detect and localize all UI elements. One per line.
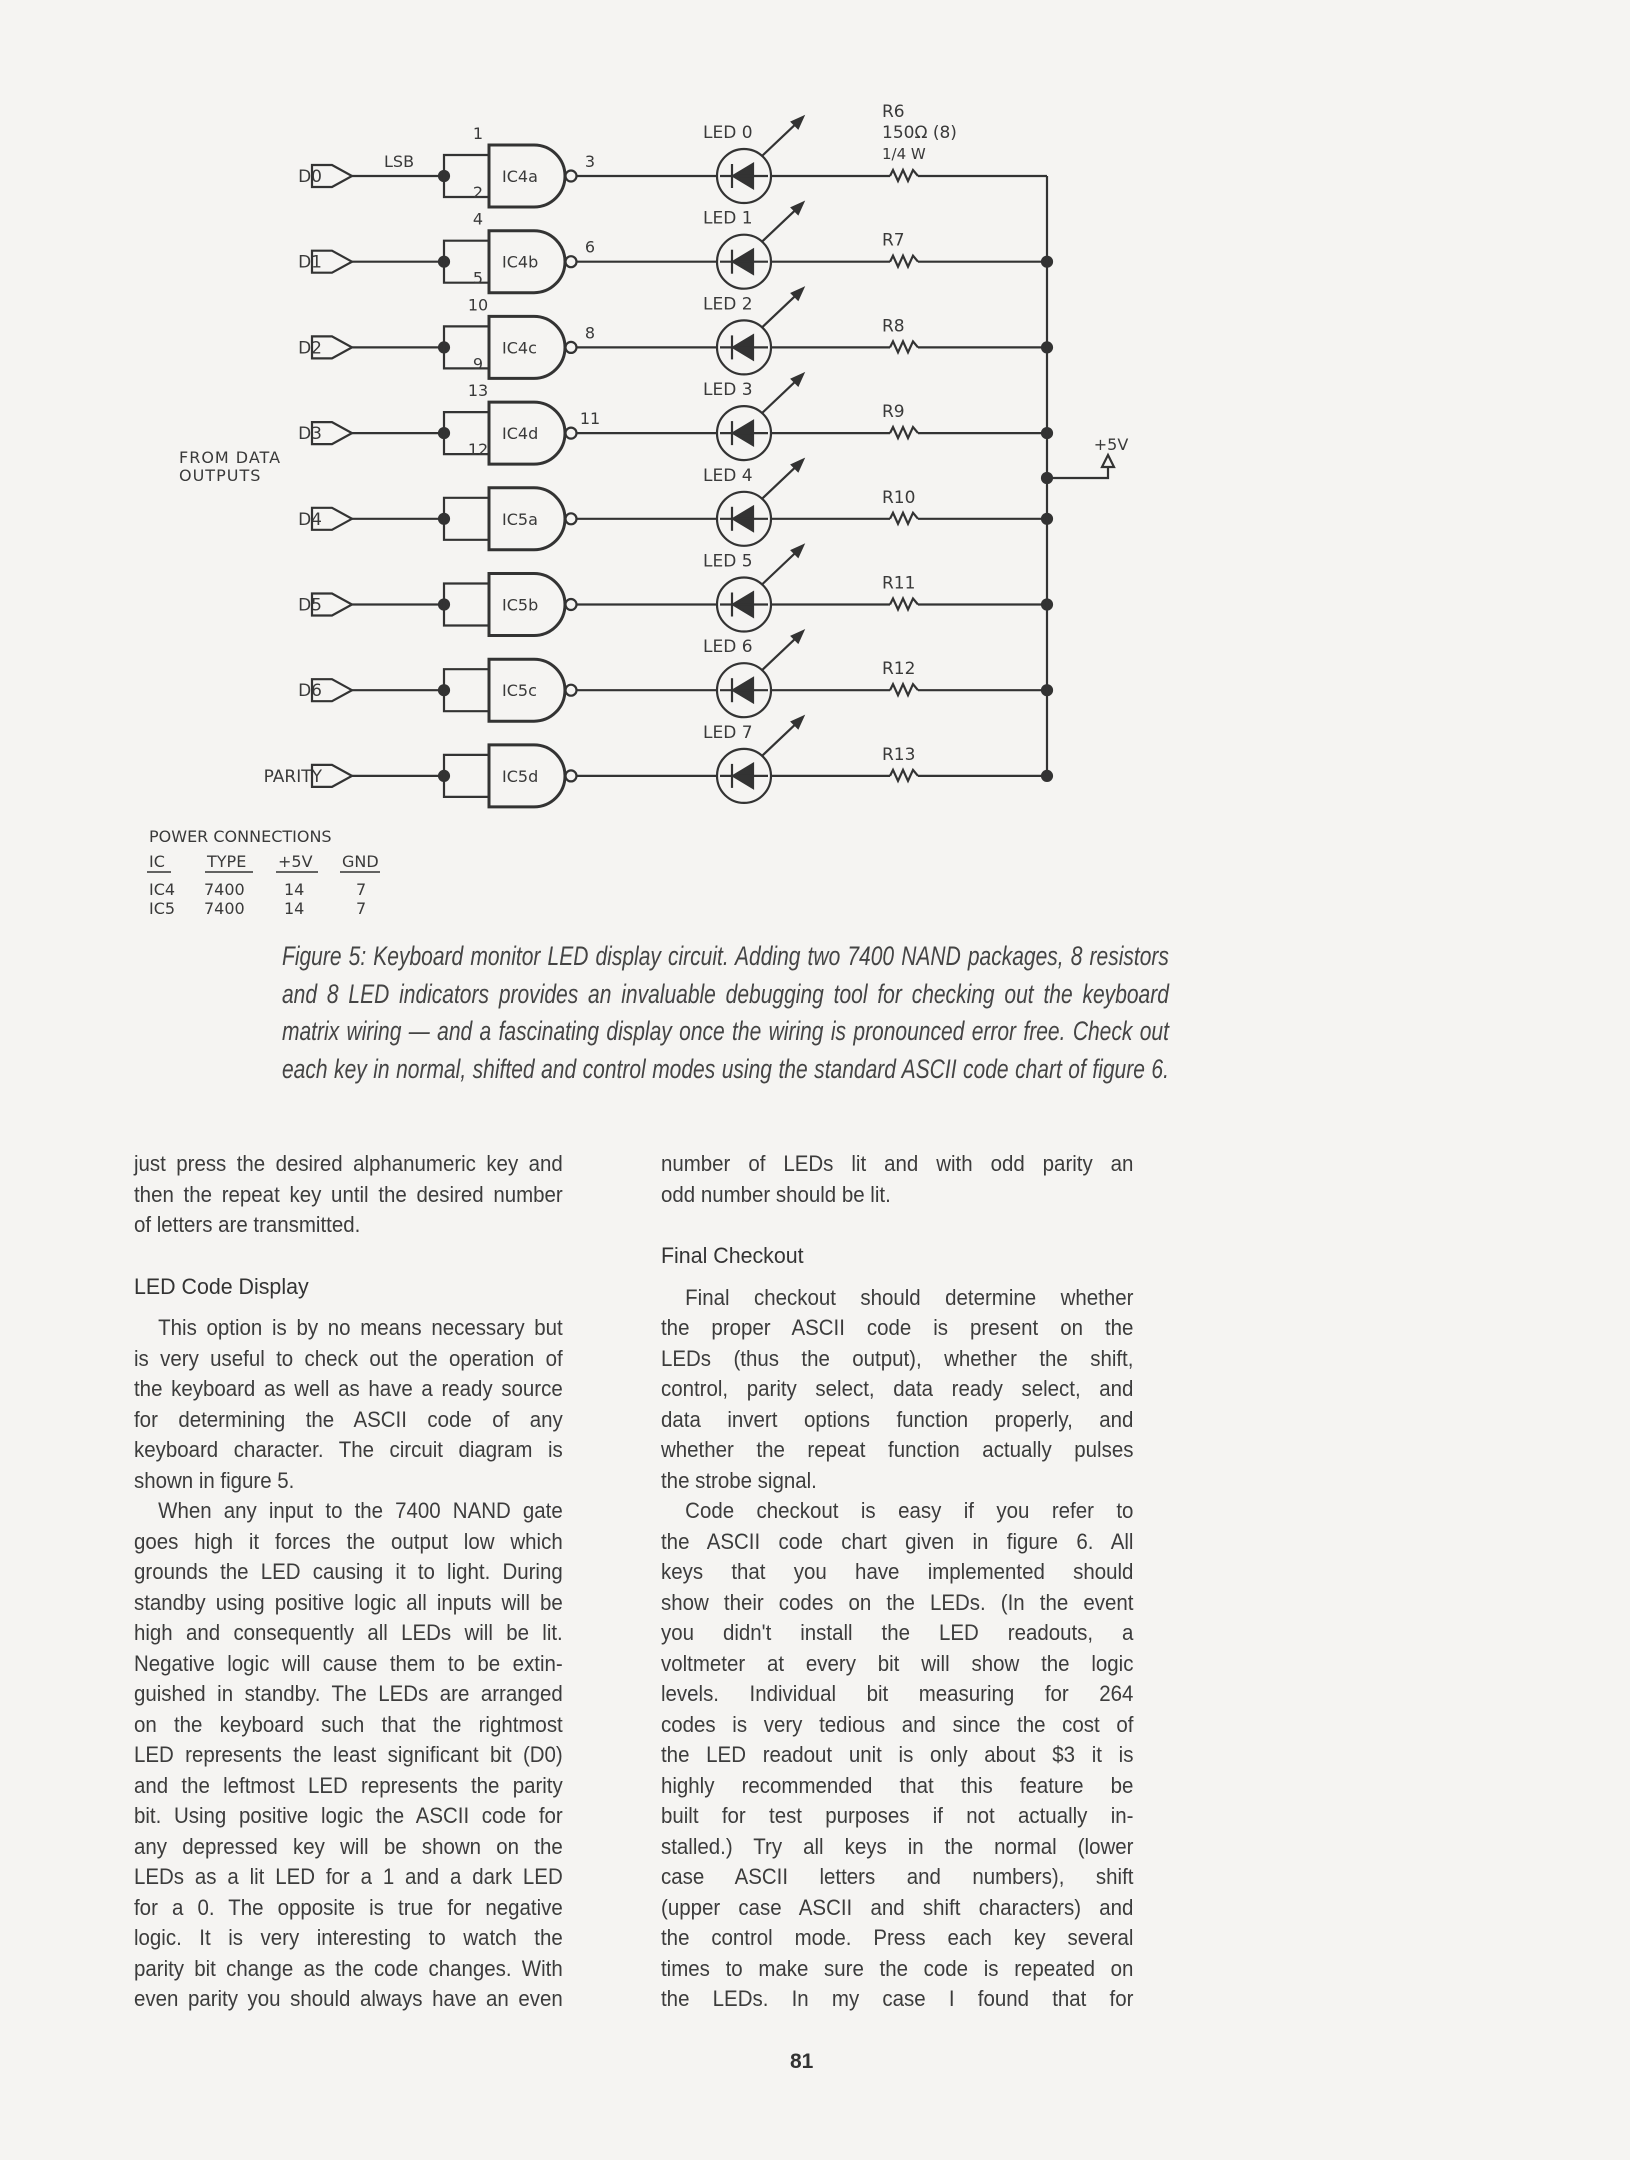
text-line: the LEDs. In my case I found that for — [661, 1986, 1134, 2011]
resistor-label: R9 — [882, 402, 905, 423]
left-column — [134, 1149, 595, 2015]
inverter-bubble — [566, 256, 577, 267]
supply-bus — [1042, 176, 1128, 776]
text-line: of letters are transmitted. — [134, 1212, 361, 1237]
resistor-label: R6 — [882, 102, 905, 122]
input-label: D4 — [298, 509, 322, 530]
supply-wire — [1047, 466, 1108, 478]
power-table-header: +5V — [278, 852, 313, 871]
from-data-label: FROM DATA — [179, 448, 282, 467]
text-line: the proper ASCII code is present on the — [661, 1315, 1134, 1340]
gate-label: IC4a — [502, 167, 538, 186]
pin-number: 4 — [472, 209, 484, 229]
power-table-cell: 14 — [284, 880, 305, 899]
text-line: just press the desired alphanumeric key and — [134, 1151, 563, 1176]
text-line: highly recommended that this feature be — [661, 1772, 1134, 1798]
led-label: LED 4 — [703, 465, 753, 486]
gate-label: IC5a — [502, 509, 538, 529]
circuit-row — [298, 546, 1052, 636]
pin-number: 9 — [472, 354, 484, 374]
pin-number: 8 — [584, 323, 596, 343]
text-line: standby using positive logic all inputs will be — [134, 1589, 563, 1615]
led-label: LED 7 — [703, 722, 753, 743]
text-line: number of LEDs lit and with odd parity an — [661, 1151, 1134, 1176]
pin-number: 6 — [584, 237, 596, 257]
power-table-header: IC — [149, 852, 165, 871]
section-heading: Final Checkout — [661, 1243, 804, 1268]
text-line: whether the repeat function actually pulses — [661, 1437, 1134, 1462]
right-column — [661, 1149, 1169, 2015]
inverter-bubble — [566, 770, 577, 781]
text-line: When any input to the 7400 NAND gate — [158, 1498, 563, 1523]
pin-number: 11 — [579, 409, 601, 429]
text-line: guished in standby. The LEDs are arranged — [134, 1681, 563, 1706]
text-line: Negative logic will cause them to be extin- — [134, 1650, 563, 1676]
resistor-label: R13 — [882, 744, 916, 765]
text-line: on the keyboard such that the rightmost — [134, 1711, 563, 1737]
resistor-icon — [890, 599, 918, 610]
gate-label: IC4b — [502, 252, 539, 272]
resistor-label: R7 — [882, 230, 905, 251]
circuit-row — [298, 460, 1052, 550]
text-line: odd number should be lit. — [661, 1181, 891, 1207]
resistor-label: R8 — [882, 316, 905, 337]
circuit-row — [298, 631, 1052, 721]
inverter-bubble — [566, 342, 577, 353]
resistor-icon — [890, 513, 918, 524]
pin-number: 5 — [472, 268, 484, 288]
text-line: show their codes on the LEDs. (In the event — [661, 1589, 1134, 1615]
text-line: any depressed key will be shown on the — [134, 1833, 563, 1859]
text-line: grounds the LED causing it to light. During — [134, 1559, 563, 1584]
text-line: Code checkout is easy if you refer to — [685, 1498, 1134, 1523]
led-label: LED 2 — [703, 294, 753, 315]
supply-terminal-icon — [1102, 455, 1114, 467]
led-label: LED 5 — [703, 551, 753, 572]
power-table-cell: 7 — [356, 880, 367, 899]
caption-line: matrix wiring — and a fascinating display once the wiring is pronounced error free. Check out — [282, 1016, 1169, 1046]
pin-number: 10 — [467, 295, 489, 315]
power-table-cell: IC4 — [149, 880, 176, 899]
text-line: times to make sure the code is repeated on — [661, 1955, 1134, 1981]
power-table-cell: 7400 — [204, 899, 245, 918]
power-table-header: TYPE — [207, 852, 247, 871]
resistor-label: R12 — [882, 659, 916, 680]
text-line: LEDs (thus the output), whether the shift, — [661, 1345, 1134, 1371]
resistor-icon — [890, 256, 918, 267]
text-line: the control mode. Press each key several — [661, 1925, 1134, 1950]
text-line: LEDs as a lit LED for a 1 and a dark LED — [134, 1864, 563, 1889]
circuit-row — [298, 288, 1052, 378]
text-line: built for test purposes if not actually in- — [661, 1803, 1134, 1828]
circuit-row — [298, 374, 1052, 464]
text-line: the strobe signal. — [661, 1467, 817, 1493]
text-line: goes high it forces the output low which — [134, 1528, 563, 1554]
power-table-cell: IC5 — [149, 899, 176, 918]
text-line: LED represents the least significant bit (D0) — [134, 1742, 563, 1767]
text-line: logic. It is very interesting to watch the — [134, 1925, 563, 1950]
text-line: high and consequently all LEDs will be lit. — [134, 1620, 563, 1645]
input-label: D2 — [298, 338, 322, 359]
input-label: PARITY — [263, 766, 322, 787]
text-line: for determining the ASCII code of any — [134, 1406, 563, 1432]
led-label: LED 1 — [703, 208, 753, 229]
text-line: (upper case ASCII and shift characters) and — [661, 1894, 1134, 1920]
circuit-row — [298, 203, 1052, 293]
resistor-label: R10 — [882, 487, 916, 508]
gate-label: IC5b — [502, 595, 539, 615]
power-table-cell: 14 — [284, 899, 305, 918]
text-line: Final checkout should determine whether — [685, 1284, 1134, 1310]
led-label: LED 3 — [703, 380, 753, 401]
gate-label: IC5d — [502, 766, 539, 786]
resistor-label: R11 — [882, 573, 916, 594]
circuit-row — [298, 102, 1047, 207]
power-table-header: GND — [342, 852, 379, 871]
from-data-label: OUTPUTS — [179, 466, 262, 485]
text-line: is very useful to check out the operation of — [134, 1345, 563, 1371]
page-number: 81 — [790, 2050, 814, 2073]
caption-line: and 8 LED indicators provides an invaluable debugging tool for checking out the keyboard — [282, 978, 1169, 1009]
text-line: even parity you should always have an even — [134, 1986, 563, 2011]
resistor-value: 150Ω (8) — [882, 123, 957, 143]
gate-label: IC5c — [502, 681, 537, 701]
pin-number: 1 — [472, 124, 484, 143]
input-label: D1 — [298, 252, 322, 273]
text-line: control, parity select, data ready select, and — [661, 1376, 1134, 1401]
input-label: D6 — [298, 681, 322, 702]
lsb-label: LSB — [384, 152, 415, 171]
pin-number: 12 — [467, 440, 489, 460]
text-line: levels. Individual bit measuring for 264 — [661, 1681, 1134, 1706]
power-table-cell: 7 — [356, 899, 367, 918]
wire — [444, 584, 489, 626]
caption-line: each key in normal, shifted and control modes using the standard ASCII code chart of figure 6. — [282, 1053, 1169, 1084]
text-line: then the repeat key until the desired number — [134, 1181, 563, 1207]
text-line: This option is by no means necessary but — [158, 1315, 563, 1340]
text-line: the keyboard as well as have a ready source — [134, 1376, 563, 1401]
resistor-icon — [890, 684, 918, 695]
resistor-icon — [890, 341, 918, 352]
inverter-bubble — [566, 513, 577, 524]
text-line: bit. Using positive logic the ASCII code for — [134, 1803, 563, 1828]
wire — [444, 755, 489, 797]
figure-caption — [282, 938, 1169, 1088]
text-line: data invert options function properly, and — [661, 1406, 1134, 1432]
resistor-icon — [890, 770, 918, 781]
inverter-bubble — [566, 171, 577, 182]
text-line: codes is very tedious and since the cost of — [661, 1711, 1134, 1737]
inverter-bubble — [566, 428, 577, 439]
resistor-icon — [890, 170, 918, 181]
text-line: voltmeter at every bit will show the logic — [661, 1650, 1134, 1676]
gate-label: IC4d — [502, 424, 539, 444]
inverter-bubble — [566, 685, 577, 696]
text-line: case ASCII letters and numbers), shift — [661, 1864, 1134, 1889]
wire — [444, 498, 489, 540]
text-line: for a 0. The opposite is true for negative — [134, 1894, 563, 1920]
text-line: the LED readout unit is only about $3 it is — [661, 1742, 1134, 1767]
text-line: parity bit change as the code changes. With — [134, 1955, 563, 1981]
inverter-bubble — [566, 599, 577, 610]
led-display-circuit-figure — [0, 0, 1630, 930]
text-line: shown in figure 5. — [134, 1467, 295, 1493]
pin-number: 3 — [584, 152, 596, 171]
supply-label: +5V — [1093, 435, 1129, 454]
circuit-row — [264, 717, 1052, 807]
power-table-cell: 7400 — [204, 880, 245, 899]
text-line: and the leftmost LED represents the parity — [134, 1772, 563, 1798]
pin-number: 13 — [467, 381, 489, 401]
resistor-icon — [890, 427, 918, 438]
led-label: LED 0 — [703, 123, 753, 143]
text-line: keys that you have implemented should — [661, 1559, 1134, 1584]
input-label: D0 — [298, 167, 322, 187]
gate-label: IC4c — [502, 338, 537, 358]
section-heading: LED Code Display — [134, 1273, 309, 1299]
caption-line: Figure 5: Keyboard monitor LED display circuit. Adding two 7400 NAND packages, 8 resistors — [282, 941, 1169, 971]
text-line: keyboard character. The circuit diagram is — [134, 1437, 563, 1462]
text-line: you didn't install the LED readouts, a — [661, 1620, 1134, 1645]
text-line: the ASCII code chart given in figure 6. All — [661, 1528, 1134, 1554]
power-table-title: POWER CONNECTIONS — [149, 827, 332, 846]
pin-number: 2 — [472, 183, 484, 202]
input-label: D5 — [298, 595, 322, 616]
led-label: LED 6 — [703, 637, 753, 658]
power-connections-table — [147, 827, 380, 918]
wire — [444, 669, 489, 711]
text-line: stalled.) Try all keys in the normal (lower — [661, 1833, 1134, 1859]
resistor-rating: 1/4 W — [882, 145, 926, 163]
input-label: D3 — [298, 424, 322, 445]
